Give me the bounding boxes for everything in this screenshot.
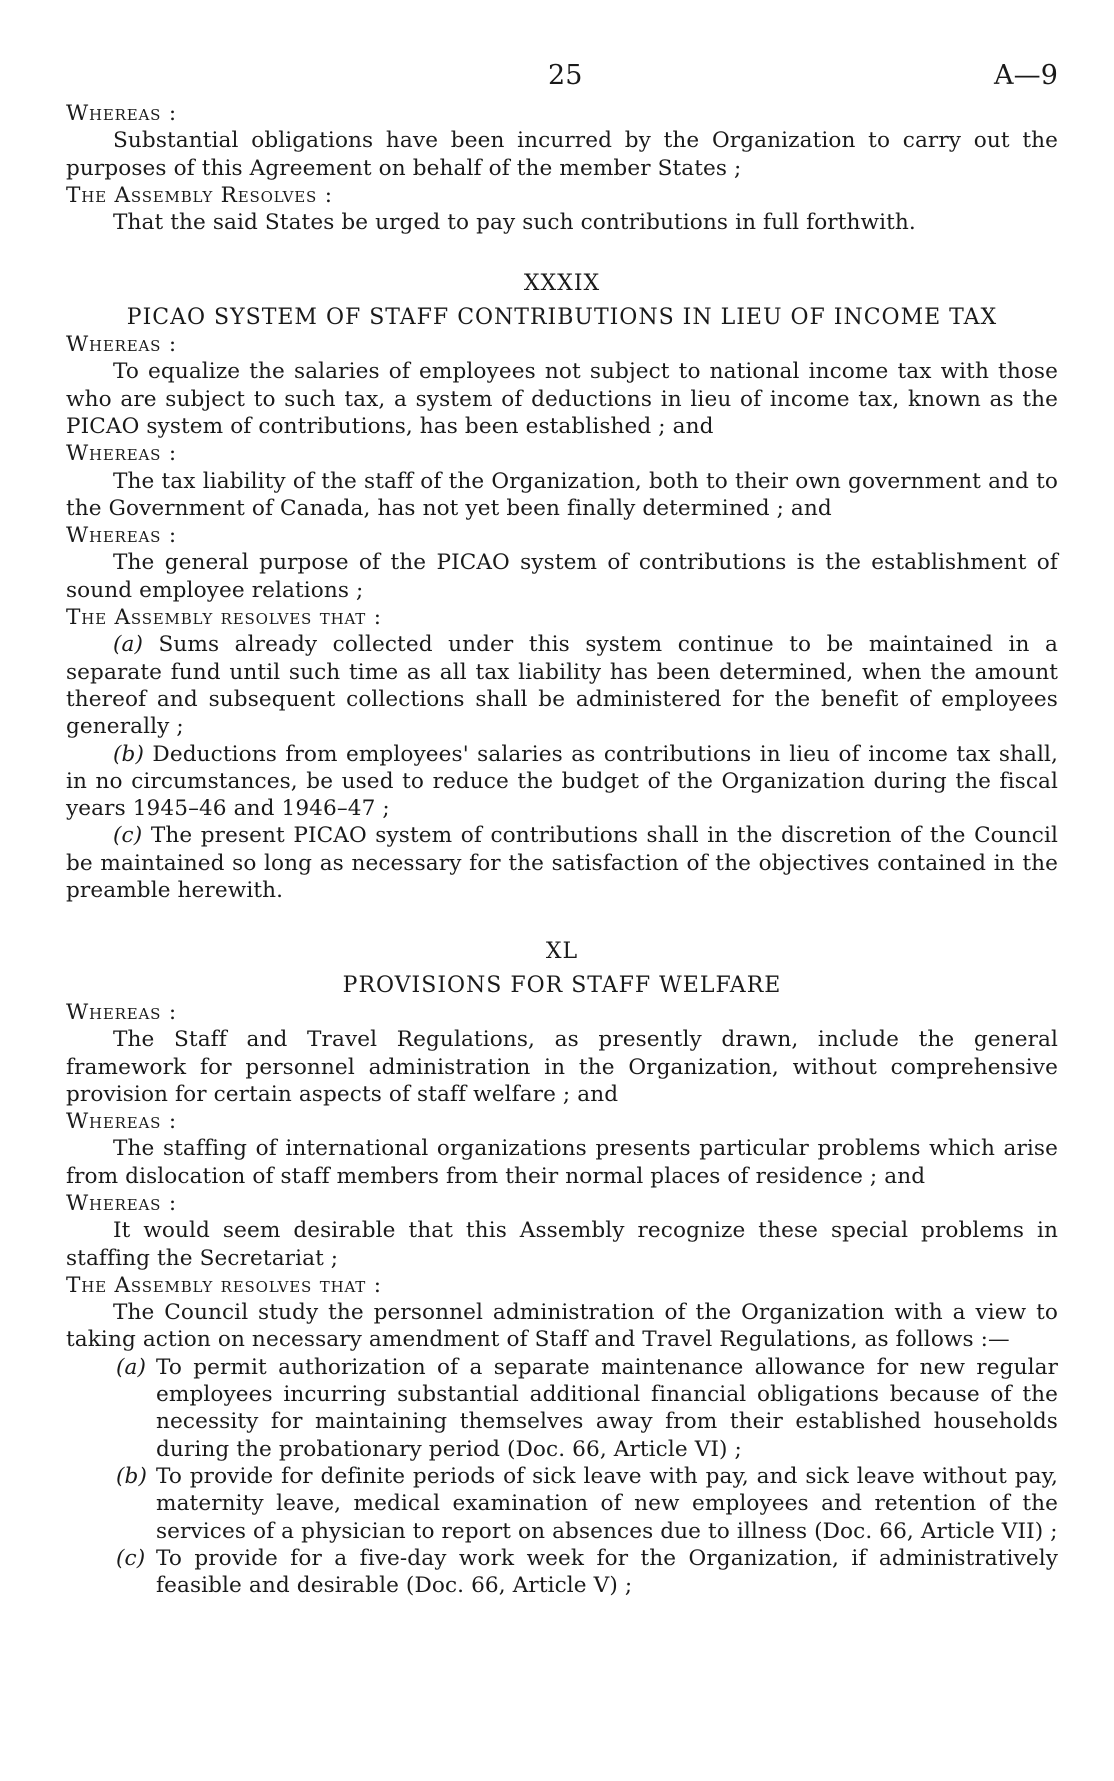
resolves-label: The Assembly resolves that :: [66, 605, 382, 631]
item-marker: (b): [113, 741, 144, 767]
whereas-label: Whereas :: [66, 999, 177, 1025]
resolves-label: The Assembly resolves that :: [66, 1272, 382, 1298]
item-text: Deductions from employees' salaries as contributions in lieu of income tax shall, in no circumstances, be used to reduce the budget of the Organization during the fiscal years 1945–46 and 1946–47 ;: [66, 741, 1058, 822]
whereas-label: Whereas :: [66, 1109, 177, 1135]
whereas-clause: To equalize the salaries of employees not subject to national income tax with those who are subject to such tax, a system of deductions in lieu of income tax, known as the PICAO system of contributions, has been established ; and: [66, 359, 1058, 439]
section-number: XXXIX: [523, 271, 601, 297]
item-text: To permit authorization of a separate maintenance allowance for new regular employees incurring substantial additional financial obligations because of the necessity for maintaining themselves away from their established households during the probationary period (Doc. 66, Article VI) ;: [156, 1354, 1058, 1462]
provision-item: [66, 1545, 1058, 1600]
item-text: Sums already collected under this system continue to be maintained in a separate fund until such time as all tax liability has been determined, when the amount thereof and subsequent collections shall be administered for the benefit of employees generally ;: [66, 632, 1058, 740]
section-title: PROVISIONS FOR STAFF WELFARE: [342, 972, 782, 998]
section-title: PICAO SYSTEM OF STAFF CONTRIBUTIONS IN LIEU OF INCOME TAX: [126, 304, 998, 330]
resolution-item: [66, 822, 1058, 904]
item-marker: (c): [113, 823, 143, 849]
resolves-label: The Assembly Resolves :: [66, 182, 333, 208]
whereas-label: Whereas :: [66, 1190, 177, 1216]
item-text: To provide for definite periods of sick leave with pay, and sick leave without pay, maternity leave, medical examination of new employees and retention of the services of a physician to report on absences due to illness (Doc. 66, Article VII) ;: [156, 1463, 1058, 1544]
resolution-item: [66, 631, 1058, 740]
item-marker: (c): [116, 1545, 146, 1571]
whereas-label: Whereas :: [66, 101, 177, 126]
whereas-clause: Substantial obligations have been incurred by the Organization to carry out the purposes of this Agreement on behalf of the member States ;: [66, 128, 1058, 181]
whereas-clause: The staffing of international organizations presents particular problems which arise from dislocation of staff members from their normal places of residence ; and: [66, 1136, 1058, 1189]
page-number: 25: [548, 60, 583, 91]
whereas-label: Whereas :: [66, 523, 177, 549]
whereas-label: Whereas :: [66, 441, 177, 467]
item-marker: (a): [116, 1354, 147, 1380]
page-reference: A—9: [994, 60, 1058, 91]
resolution-item: [66, 741, 1058, 823]
whereas-clause: The general purpose of the PICAO system of contributions is the establishment of sound employee relations ;: [66, 550, 1058, 603]
item-text: To provide for a five-day work week for the Organization, if administratively feasible and desirable (Doc. 66, Article V) ;: [156, 1545, 1058, 1599]
item-marker: (b): [116, 1463, 147, 1489]
whereas-clause: It would seem desirable that this Assembly recognize these special problems in staffing the Secretariat ;: [66, 1218, 1058, 1271]
whereas-label: Whereas :: [66, 332, 177, 358]
page-header: [66, 62, 1058, 100]
provision-item: [66, 1354, 1058, 1463]
section-number: XL: [545, 939, 579, 965]
resolves-clause: The Council study the personnel administration of the Organization with a view to taking action on necessary amendment of Staff and Travel Regulations, as follows :—: [66, 1300, 1058, 1353]
item-text: The present PICAO system of contributions shall in the discretion of the Council be maintained so long as necessary for the satisfaction of the objectives contained in the preamble herewith.: [66, 823, 1059, 904]
whereas-clause: The Staff and Travel Regulations, as presently drawn, include the general framework for personnel administration in the Organization, without comprehensive provision for certain aspects of staff welfare ; and: [66, 1027, 1058, 1107]
whereas-clause: The tax liability of the staff of the Organization, both to their own government and to the Government of Canada, has not yet been finally determined ; and: [66, 468, 1058, 521]
item-marker: (a): [113, 632, 144, 658]
provision-item: [66, 1463, 1058, 1545]
resolves-clause: That the said States be urged to pay such contributions in full forthwith.: [113, 210, 916, 236]
